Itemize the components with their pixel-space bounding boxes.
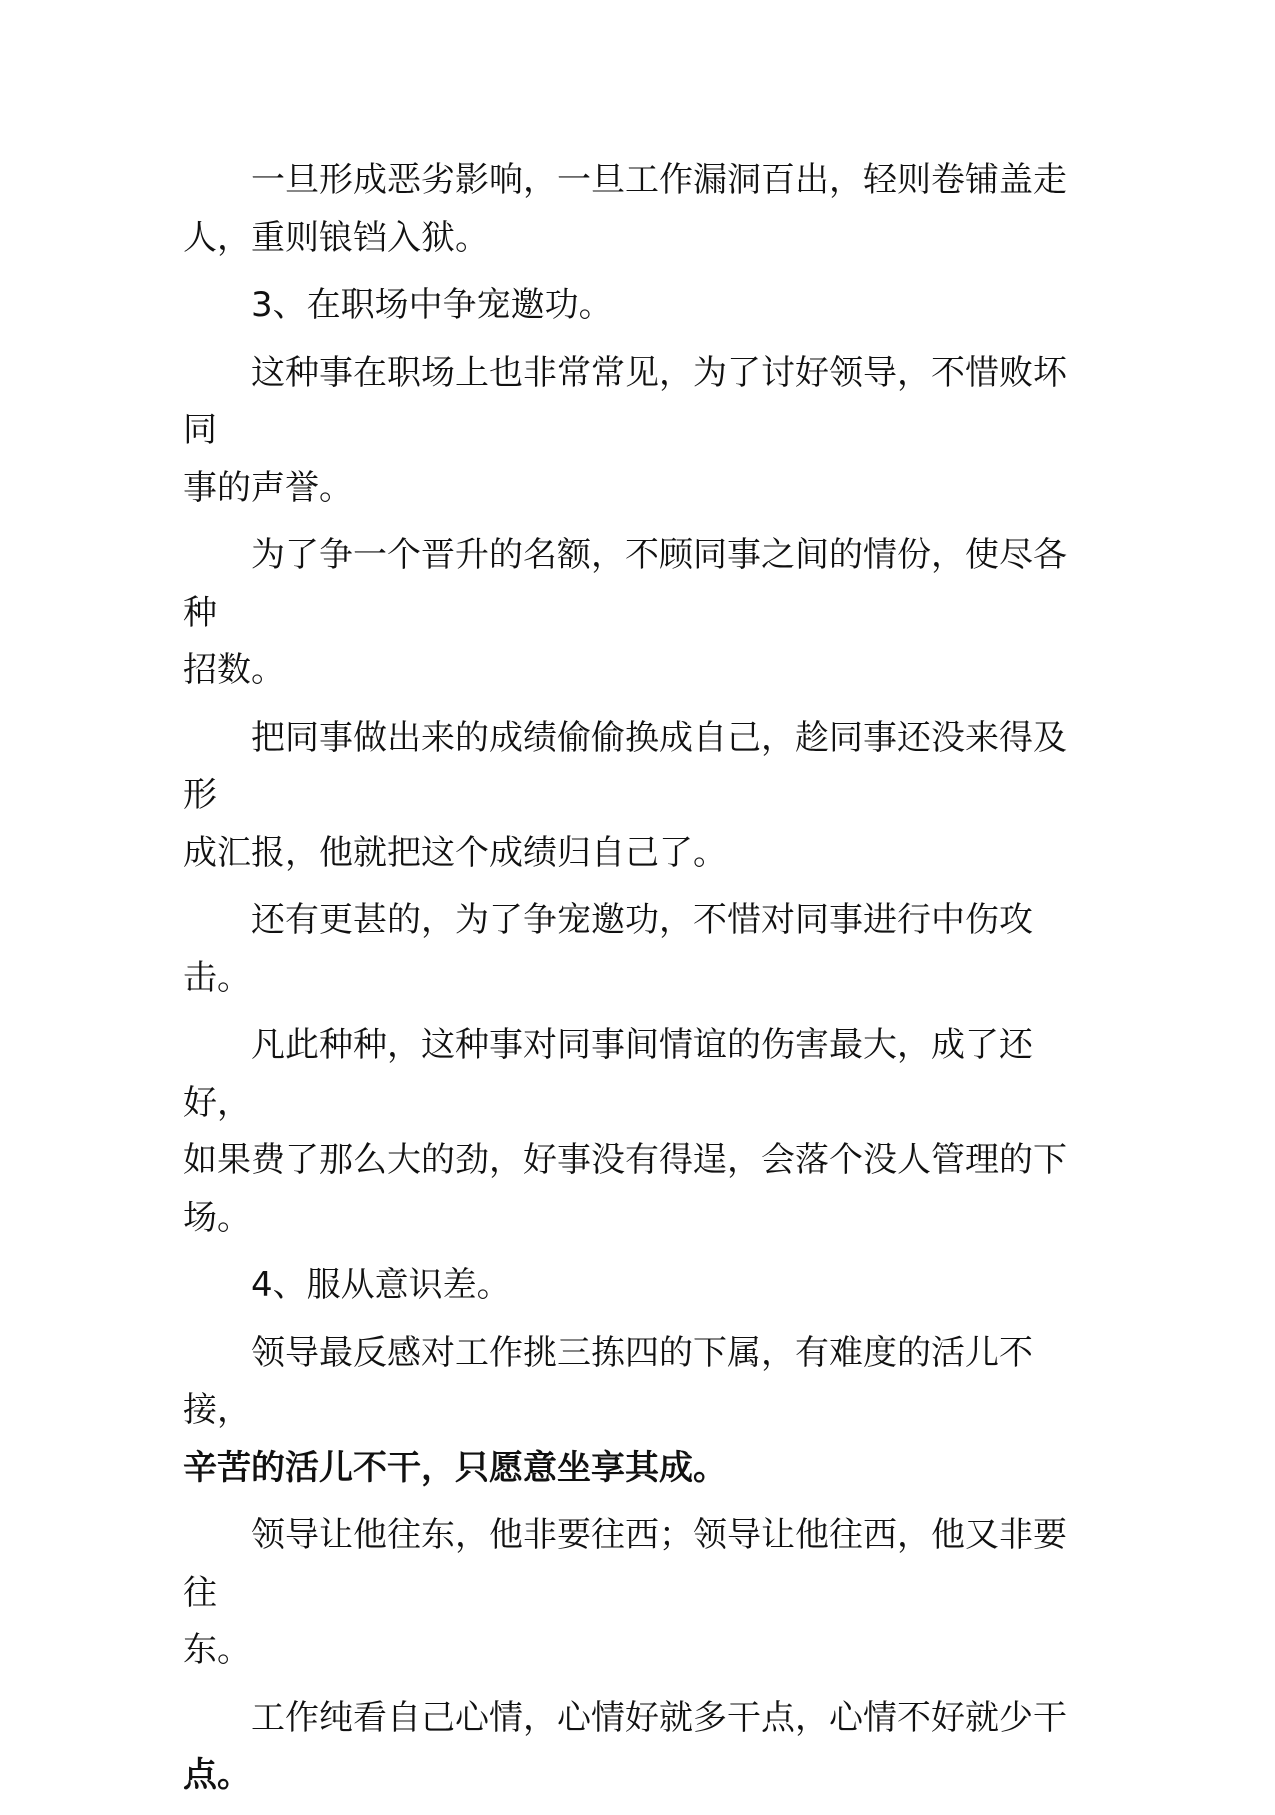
paragraph-line: 领导最反感对工作挑三拣四的下属，有难度的活儿不接， — [183, 1332, 1033, 1430]
paragraph-line: 如果费了那么大的劲，好事没有得逞，会落个没人管理的下 — [183, 1140, 1067, 1180]
paragraph-1 — [183, 152, 1083, 267]
paragraph-line: 招数。 — [183, 650, 285, 690]
paragraph-line: 领导让他往东，他非要往西；领导让他往西，他又非要往 — [183, 1515, 1067, 1613]
paragraph-line: 还有更甚的，为了争宠邀功，不惜对同事进行中伤攻击。 — [183, 900, 1033, 998]
paragraph-line-bold: 辛苦的活儿不干，只愿意坐享其成。 — [183, 1447, 727, 1488]
section-heading-4 — [183, 1257, 1083, 1315]
paragraph-2 — [183, 345, 1083, 518]
paragraph-line-bold: 点。 — [183, 1755, 251, 1795]
paragraph-5 — [183, 892, 1083, 1007]
paragraph-line: 3、在职场中争宠邀功。 — [251, 285, 613, 325]
section-heading-3 — [183, 277, 1083, 335]
paragraph-line: 4、服从意识差。 — [251, 1265, 511, 1305]
paragraph-line: 这种事在职场上也非常常见，为了讨好领导，不惜败坏同 — [183, 352, 1067, 450]
paragraph-6 — [183, 1017, 1083, 1247]
paragraph-line: 场。 — [183, 1197, 251, 1238]
paragraph-line: 事的声誉。 — [183, 467, 353, 508]
paragraph-line: 为了争一个晋升的名额，不顾同事之间的情份，使尽各种 — [183, 535, 1067, 633]
paragraph-line: 把同事做出来的成绩偷偷换成自己，趁同事还没来得及形 — [183, 717, 1067, 815]
paragraph-line: 人，重则锒铛入狱。 — [183, 217, 489, 258]
paragraph-3 — [183, 527, 1083, 700]
paragraph-7 — [183, 1325, 1083, 1498]
paragraph-9 — [183, 1690, 1083, 1805]
paragraph-4 — [183, 710, 1083, 883]
paragraph-8 — [183, 1507, 1083, 1680]
paragraph-line: 工作纯看自己心情，心情好就多干点，心情不好就少干 — [251, 1697, 1067, 1738]
paragraph-line: 凡此种种，这种事对同事间情谊的伤害最大，成了还好， — [183, 1025, 1033, 1123]
paragraph-line: 一旦形成恶劣影响，一旦工作漏洞百出，轻则卷铺盖走 — [251, 160, 1067, 200]
paragraph-line: 东。 — [183, 1630, 251, 1670]
paragraph-line: 成汇报，他就把这个成绩归自己了。 — [183, 832, 727, 873]
document-body — [183, 152, 1083, 1815]
